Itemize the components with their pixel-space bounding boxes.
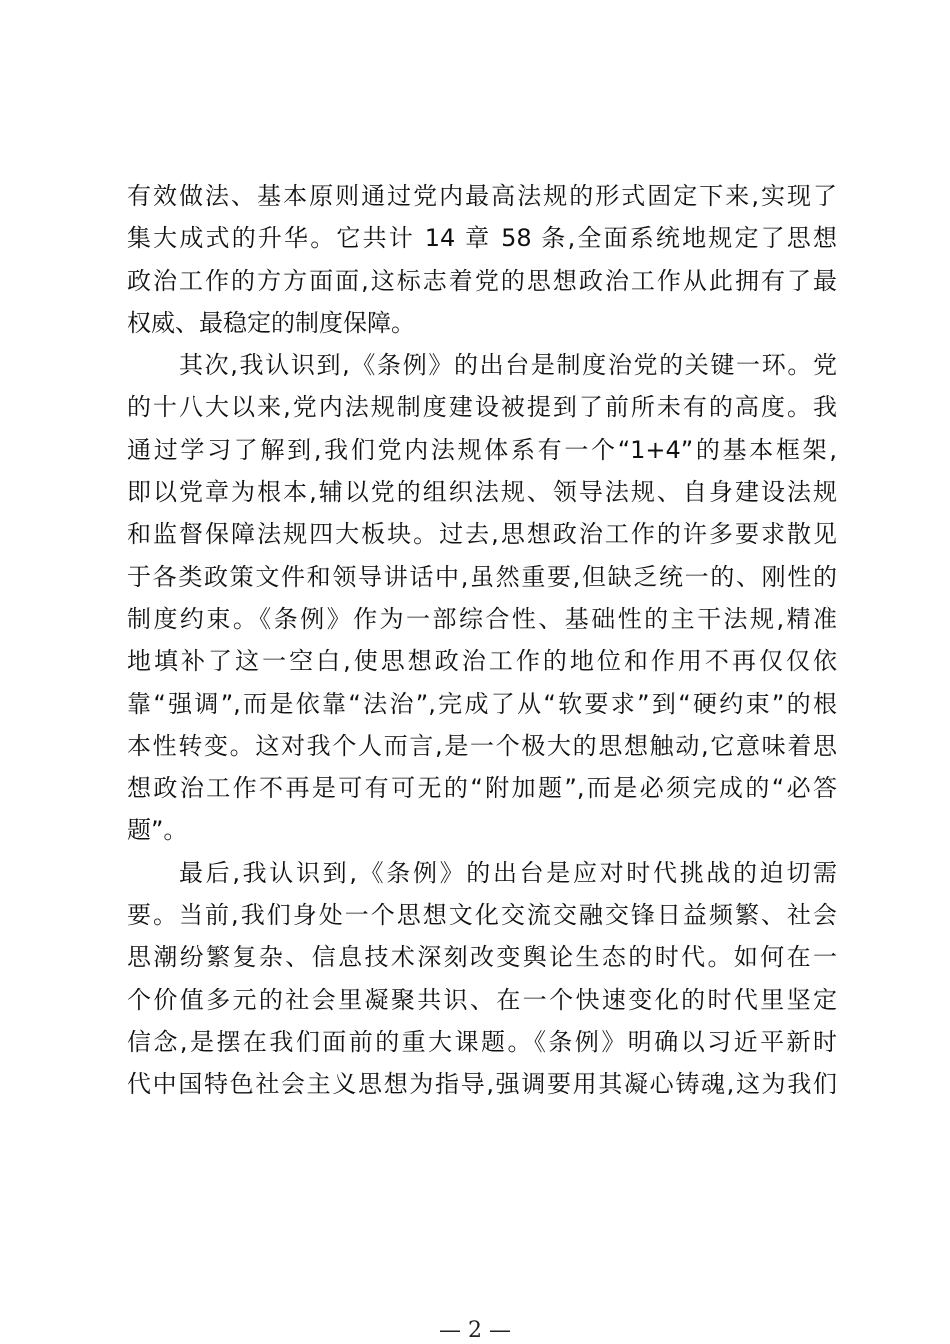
text-line: 想政治工作不再是可有可无的“附加题”,而是必须完成的“必答 xyxy=(127,774,837,803)
text-line: 政治工作的方方面面,这标志着党的思想政治工作从此拥有了最 xyxy=(127,266,837,295)
text-line: 制度约束。《条例》作为一部综合性、基础性的主干法规,精准 xyxy=(127,604,837,633)
text-line: 集大成式的升华。它共计 14 章 58 条,全面系统地规定了思想 xyxy=(127,224,837,253)
body-text xyxy=(127,175,837,1106)
text-line: 思潮纷繁复杂、信息技术深刻改变舆论生态的时代。如何在一 xyxy=(127,943,837,972)
text-line: 的十八大以来,党内法规制度建设被提到了前所未有的高度。我 xyxy=(127,393,837,422)
text-line: 和监督保障法规四大板块。过去,思想政治工作的许多要求散见 xyxy=(127,520,837,549)
text-line: 其次,我认识到,《条例》的出台是制度治党的关键一环。党 xyxy=(179,351,837,380)
text-line: 代中国特色社会主义思想为指导,强调要用其凝心铸魂,这为我们 xyxy=(127,1070,837,1099)
text-line: 要。当前,我们身处一个思想文化交流交融交锋日益频繁、社会 xyxy=(127,901,837,930)
text-line: 个价值多元的社会里凝聚共识、在一个快速变化的时代里坚定 xyxy=(127,985,837,1014)
text-line: 信念,是摆在我们面前的重大课题。《条例》明确以习近平新时 xyxy=(127,1027,837,1056)
text-line: 即以党章为根本,辅以党的组织法规、领导法规、自身建设法规 xyxy=(127,478,837,507)
text-line: 靠“强调”,而是依靠“法治”,完成了从“软要求”到“硬约束”的根 xyxy=(127,689,837,718)
text-line: 地填补了这一空白,使思想政治工作的地位和作用不再仅仅依 xyxy=(127,647,837,676)
paragraph xyxy=(127,852,837,1106)
text-line: 题”。 xyxy=(127,816,188,845)
paragraph xyxy=(127,344,837,852)
paragraph xyxy=(127,175,837,344)
text-line: 本性转变。这对我个人而言,是一个极大的思想触动,它意味着思 xyxy=(127,731,837,760)
text-line: 最后,我认识到,《条例》的出台是应对时代挑战的迫切需 xyxy=(179,858,837,887)
page-number: — 2 — xyxy=(439,1318,511,1343)
text-line: 有效做法、基本原则通过党内最高法规的形式固定下来,实现了 xyxy=(127,182,837,210)
text-line: 于各类政策文件和领导讲话中,虽然重要,但缺乏统一的、刚性的 xyxy=(127,562,837,591)
text-line: 权威、最稳定的制度保障。 xyxy=(127,308,415,337)
text-line: 通过学习了解到,我们党内法规体系有一个“1+4”的基本框架, xyxy=(127,435,837,464)
